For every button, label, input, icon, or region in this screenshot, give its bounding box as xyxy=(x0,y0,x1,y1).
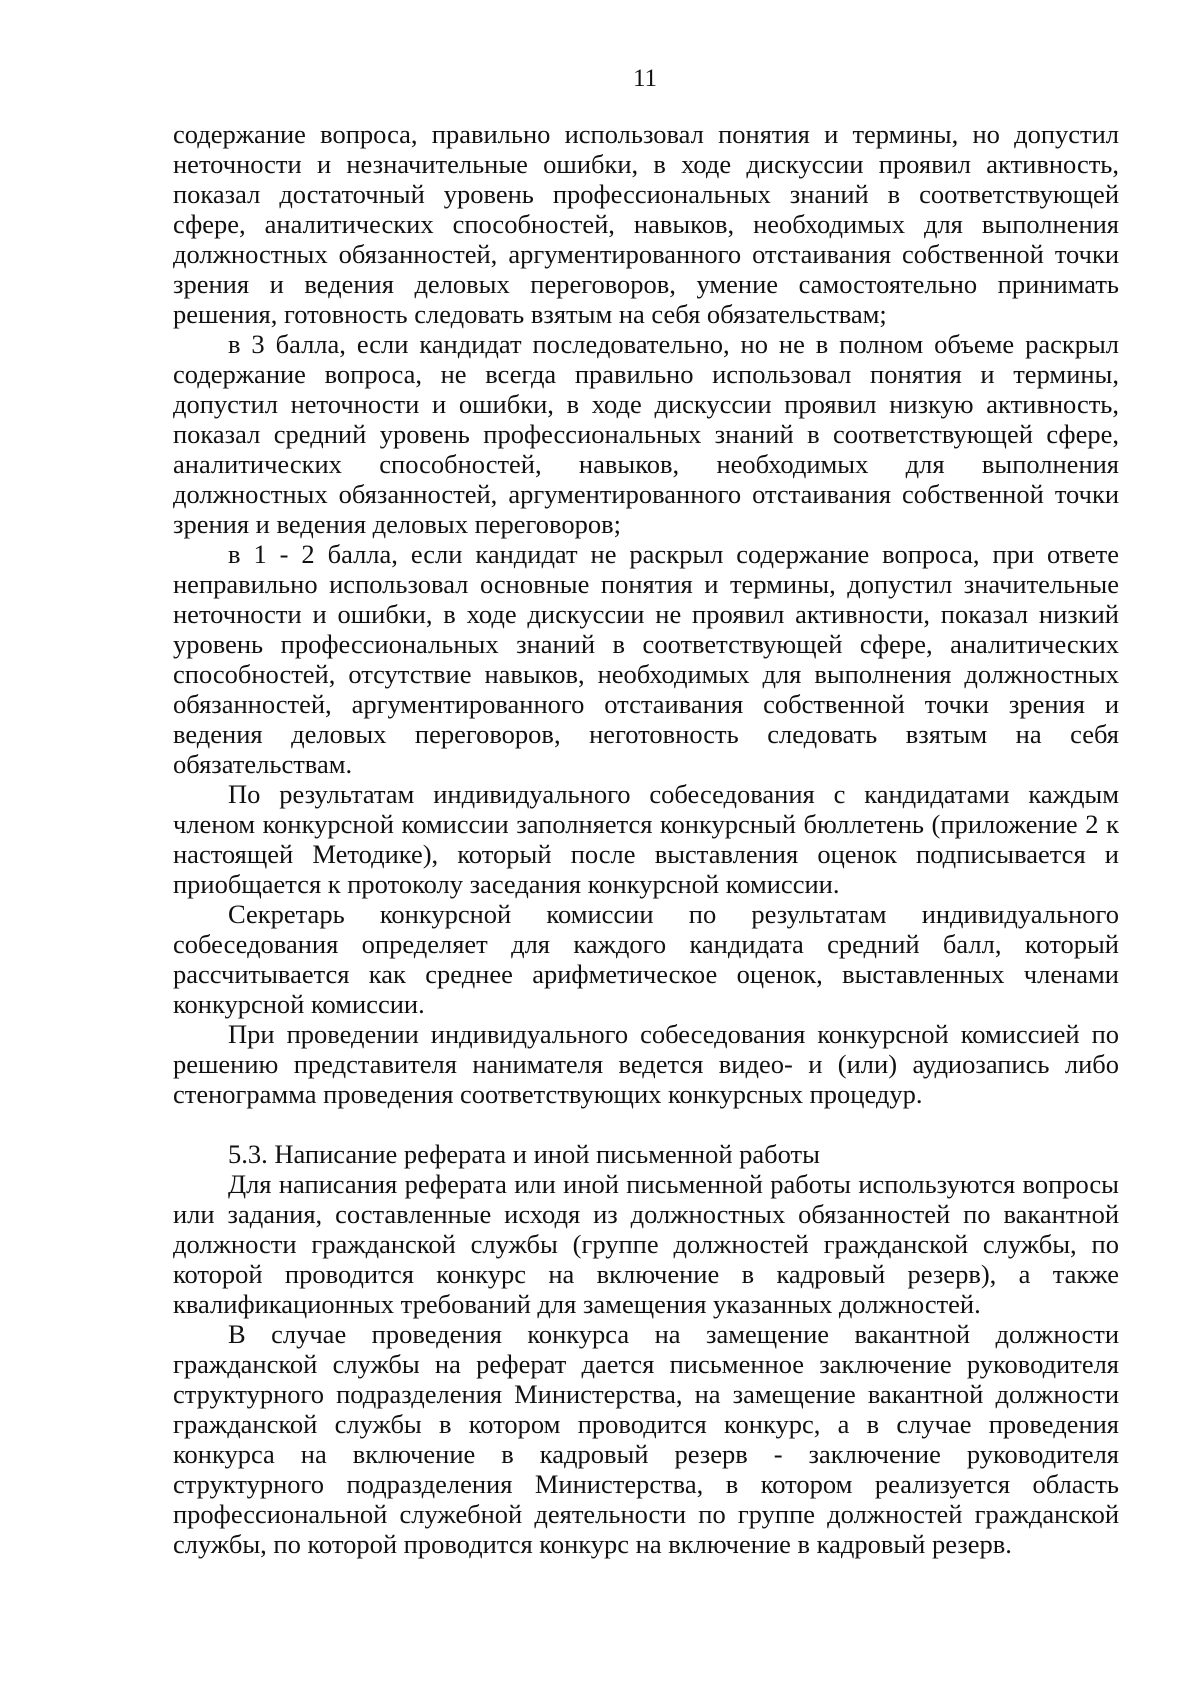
paragraph-continuation: содержание вопроса, правильно использовал понятия и термины, но допустил неточности и незначительные ошибки, в ходе дискуссии проявил активность, показал достаточный уровень профессиональных знаний в соответствующей сфере, аналитических способностей, навыков, необходимых для выполнения должностных обязанностей, аргументированного отстаивания собственной точки зрения и ведения деловых переговоров, умение самостоятельно принимать решения, готовность следовать взятым на себя обязательствам; xyxy=(173,119,1119,329)
document-body xyxy=(173,119,1119,1559)
paragraph-score-1-2: в 1 - 2 балла, если кандидат не раскрыл содержание вопроса, при ответе неправильно использовал основные понятия и термины, допустил значительные неточности и ошибки, в ходе дискуссии не проявил активности, показал низкий уровень профессиональных знаний в соответствующей сфере, аналитических способностей, отсутствие навыков, необходимых для выполнения должностных обязанностей, аргументированного отстаивания собственной точки зрения и ведения деловых переговоров, неготовность следовать взятым на себя обязательствам. xyxy=(173,539,1119,779)
paragraph-secretary: Секретарь конкурсной комиссии по результатам индивидуального собеседования определяет для каждого кандидата средний балл, который рассчитывается как среднее арифметическое оценок, выставленных членами конкурсной комиссии. xyxy=(173,899,1119,1019)
paragraph-recording: При проведении индивидуального собеседования конкурсной комиссией по решению представителя нанимателя ведется видео- и (или) аудиозапись либо стенограмма проведения соответствующих конкурсных процедур. xyxy=(173,1019,1119,1109)
paragraph-ballot: По результатам индивидуального собеседования с кандидатами каждым членом конкурсной комиссии заполняется конкурсный бюллетень (приложение 2 к настоящей Методике), который после выставления оценок подписывается и приобщается к протоколу заседания конкурсной комиссии. xyxy=(173,779,1119,899)
paragraph-score-3: в 3 балла, если кандидат последовательно, но не в полном объеме раскрыл содержание вопроса, не всегда правильно использовал понятия и термины, допустил неточности и ошибки, в ходе дискуссии проявил низкую активность, показал средний уровень профессиональных знаний в соответствующей сфере, аналитических способностей, навыков, необходимых для выполнения должностных обязанностей, аргументированного отстаивания собственной точки зрения и ведения деловых переговоров; xyxy=(173,329,1119,539)
page-number: 11 xyxy=(632,65,658,92)
section-heading: 5.3. Написание реферата и иной письменной работы xyxy=(228,1139,820,1169)
paragraph-essay-questions: Для написания реферата или иной письменной работы используются вопросы или задания, составленные исходя из должностных обязанностей по вакантной должности гражданской службы (группе должностей гражданской службы, по которой проводится конкурс на включение в кадровый резерв), а также квалификационных требований для замещения указанных должностей. xyxy=(173,1169,1119,1319)
paragraph-essay-conclusion: В случае проведения конкурса на замещение вакантной должности гражданской службы на реферат дается письменное заключение руководителя структурного подразделения Министерства, на замещение вакантной должности гражданской службы в котором проводится конкурс, а в случае проведения конкурса на включение в кадровый резерв - заключение руководителя структурного подразделения Министерства, в котором реализуется область профессиональной служебной деятельности по группе должностей гражданской службы, по которой проводится конкурс на включение в кадровый резерв. xyxy=(173,1319,1119,1559)
